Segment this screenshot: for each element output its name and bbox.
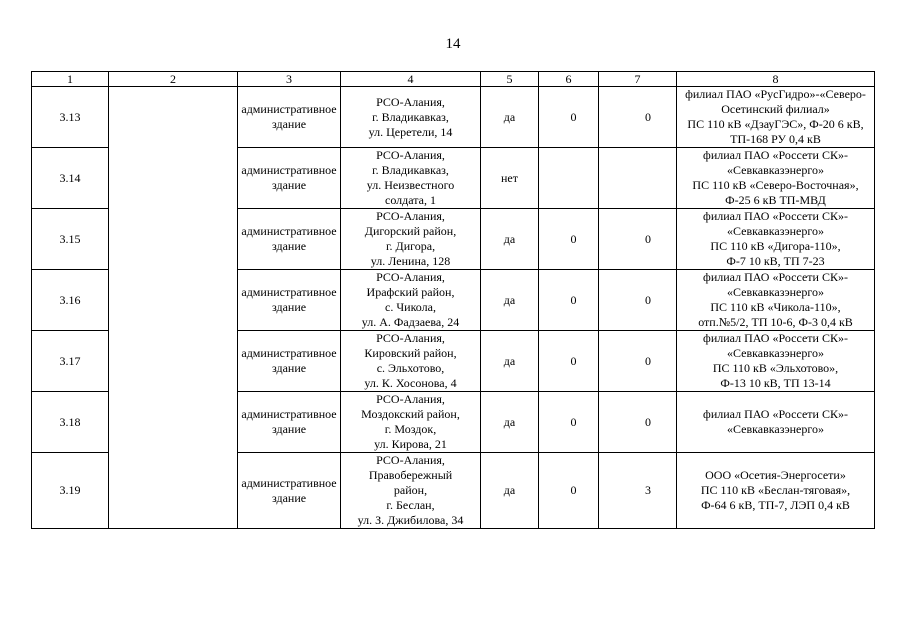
column-6-value: 0 (539, 87, 599, 148)
row-number: 3.19 (32, 453, 109, 529)
table-body (32, 87, 875, 529)
object-address-line: РСО-Алания, (376, 209, 445, 223)
power-supplier-line: Осетинский филиал» (721, 102, 830, 116)
column-7-value: 3 (599, 453, 677, 529)
column-7-value: 0 (599, 392, 677, 453)
object-address-line: ул. К. Хосонова, 4 (364, 376, 457, 390)
object-address-line: с. Чикола, (385, 300, 436, 314)
object-address-line: ул. Ленина, 128 (370, 254, 451, 268)
object-type-line: административное (241, 475, 337, 490)
object-address (341, 209, 481, 270)
column-6-value: 0 (539, 453, 599, 529)
power-supplier (677, 331, 875, 392)
object-type-line: административное (241, 163, 337, 177)
document-table (31, 71, 875, 529)
column-6-value (539, 148, 599, 209)
power-supplier (677, 148, 875, 209)
power-supplier-line: ПС 110 кВ «Беслан-тяговая», (700, 483, 851, 497)
table-row (32, 87, 875, 148)
object-type-line: здание (271, 422, 307, 436)
object-type-line: здание (271, 361, 307, 375)
power-supplier-line: ПС 110 кВ «Чикола-110», (710, 300, 841, 314)
object-address (341, 270, 481, 331)
object-address-line: солдата, 1 (385, 193, 436, 207)
column-7-value: 0 (599, 270, 677, 331)
power-supplier-line: ПС 110 кВ «ДзауГЭС», Ф-20 6 кВ, (687, 117, 864, 131)
power-supplier-line: отп.№5/2, ТП 10-6, Ф-3 0,4 кВ (698, 315, 853, 329)
power-supplier-line: филиал ПАО «Россети СК»- (703, 407, 848, 421)
column-7-value: 0 (599, 209, 677, 270)
object-address-line: РСО-Алания, (376, 331, 445, 345)
object-address-line: ул. Церетели, 14 (368, 124, 453, 139)
power-supplier (677, 270, 875, 331)
header-col-4: 4 (341, 72, 481, 87)
row-number: 3.16 (32, 270, 109, 331)
object-address-line: г. Владикавказ, (372, 109, 449, 124)
power-supplier-line: ПС 110 кВ «Эльхотово», (712, 361, 839, 375)
object-address-line: РСО-Алания, (376, 453, 445, 467)
power-supplier-line: ПС 110 кВ «Дигора-110», (710, 239, 841, 253)
power-supplier-line: «Севкавказэнерго» (726, 346, 825, 360)
object-type-line: административное (241, 407, 337, 421)
object-address (341, 453, 481, 529)
power-supplier-line: филиал ПАО «Россети СК»- (703, 148, 848, 162)
header-col-8: 8 (677, 72, 875, 87)
column-7-value: 0 (599, 331, 677, 392)
object-type-line: здание (271, 300, 307, 314)
row-number: 3.15 (32, 209, 109, 270)
connection-flag: нет (481, 148, 539, 209)
column-6-value: 0 (539, 392, 599, 453)
object-type-line: административное (241, 224, 337, 238)
object-address (341, 87, 481, 148)
connection-flag: да (481, 331, 539, 392)
object-address (341, 392, 481, 453)
power-supplier-line: филиал ПАО «Россети СК»- (703, 331, 848, 345)
header-col-2: 2 (109, 72, 238, 87)
row-number: 3.17 (32, 331, 109, 392)
object-address-line: с. Эльхотово, (376, 361, 445, 375)
connection-flag: да (481, 392, 539, 453)
power-supplier-line: Ф-64 6 кВ, ТП-7, ЛЭП 0,4 кВ (701, 498, 850, 512)
object-address-line: ул. Кирова, 21 (374, 437, 447, 451)
power-supplier-line: ТП-168 РУ 0,4 кВ (730, 132, 821, 146)
power-supplier-line: филиал ПАО «РусГидро»-«Северо- (685, 87, 866, 101)
object-address-line: г. Владикавказ, (372, 163, 449, 177)
header-col-5: 5 (481, 72, 539, 87)
page-number: 14 (445, 36, 461, 52)
object-address-line: РСО-Алания, (376, 148, 445, 162)
object-address (341, 331, 481, 392)
object-address-line: РСО-Алания, (376, 392, 445, 406)
object-address-line: район, (393, 483, 428, 497)
header-col-7: 7 (599, 72, 677, 87)
connection-flag: да (481, 209, 539, 270)
power-supplier (677, 209, 875, 270)
power-supplier-line: Ф-13 10 кВ, ТП 13-14 (720, 376, 831, 390)
column-6-value: 0 (539, 270, 599, 331)
object-type-line: здание (271, 239, 307, 253)
object-type-line: здание (271, 178, 307, 192)
power-supplier-line: «Севкавказэнерго» (726, 163, 825, 177)
object-address-line: Ирафский район, (366, 285, 455, 299)
object-type (238, 148, 341, 209)
object-type-line: административное (241, 285, 337, 299)
power-supplier (677, 453, 875, 529)
table-header-row (32, 72, 875, 87)
connection-flag: да (481, 270, 539, 331)
object-type (238, 331, 341, 392)
power-supplier-line: филиал ПАО «Россети СК»- (703, 209, 848, 223)
object-address-line: Моздокский район, (361, 407, 460, 421)
object-address-line: ул. Неизвестного (366, 178, 455, 192)
object-address-line: ул. З. Джибилова, 34 (357, 513, 464, 527)
column-7-value: 0 (599, 87, 677, 148)
object-type-line: административное (241, 102, 337, 116)
power-supplier (677, 87, 875, 148)
object-address-line: Правобережный (368, 468, 453, 482)
object-type-line: здание (271, 490, 307, 505)
object-type (238, 392, 341, 453)
object-type (238, 453, 341, 529)
power-supplier-line: Ф-25 6 кВ ТП-МВД (725, 193, 826, 207)
object-address-line: ул. А. Фадзаева, 24 (361, 315, 460, 329)
column-7-value (599, 148, 677, 209)
power-supplier-line: «Севкавказэнерго» (726, 224, 825, 238)
row-number: 3.18 (32, 392, 109, 453)
object-address-line: Кировский район, (364, 346, 457, 360)
object-type (238, 209, 341, 270)
object-type (238, 270, 341, 331)
object-type-line: административное (241, 346, 337, 360)
power-supplier-line: ООО «Осетия-Энергосети» (705, 468, 846, 482)
power-supplier (677, 392, 875, 453)
header-col-6: 6 (539, 72, 599, 87)
object-address (341, 148, 481, 209)
object-address-line: РСО-Алания, (376, 270, 445, 284)
column-6-value: 0 (539, 209, 599, 270)
column-6-value: 0 (539, 331, 599, 392)
connection-flag: да (481, 87, 539, 148)
connection-flag: да (481, 453, 539, 529)
object-address-line: г. Беслан, (386, 498, 435, 512)
object-address-line: г. Моздок, (384, 422, 437, 436)
header-col-3: 3 (238, 72, 341, 87)
power-supplier-line: «Севкавказэнерго» (726, 285, 825, 299)
object-address-line: РСО-Алания, (376, 94, 445, 109)
row-number: 3.13 (32, 87, 109, 148)
header-col-1: 1 (32, 72, 109, 87)
power-supplier-line: «Севкавказэнерго» (726, 422, 825, 436)
object-type-line: здание (271, 117, 307, 131)
object-address-line: Дигорский район, (364, 224, 457, 238)
power-supplier-line: филиал ПАО «Россети СК»- (703, 270, 848, 284)
object-type (238, 87, 341, 148)
merged-empty-cell (109, 87, 238, 529)
power-supplier-line: ПС 110 кВ «Северо-Восточная», (692, 178, 859, 192)
object-address-line: г. Дигора, (385, 239, 436, 253)
power-supplier-line: Ф-7 10 кВ, ТП 7-23 (726, 254, 825, 268)
row-number: 3.14 (32, 148, 109, 209)
